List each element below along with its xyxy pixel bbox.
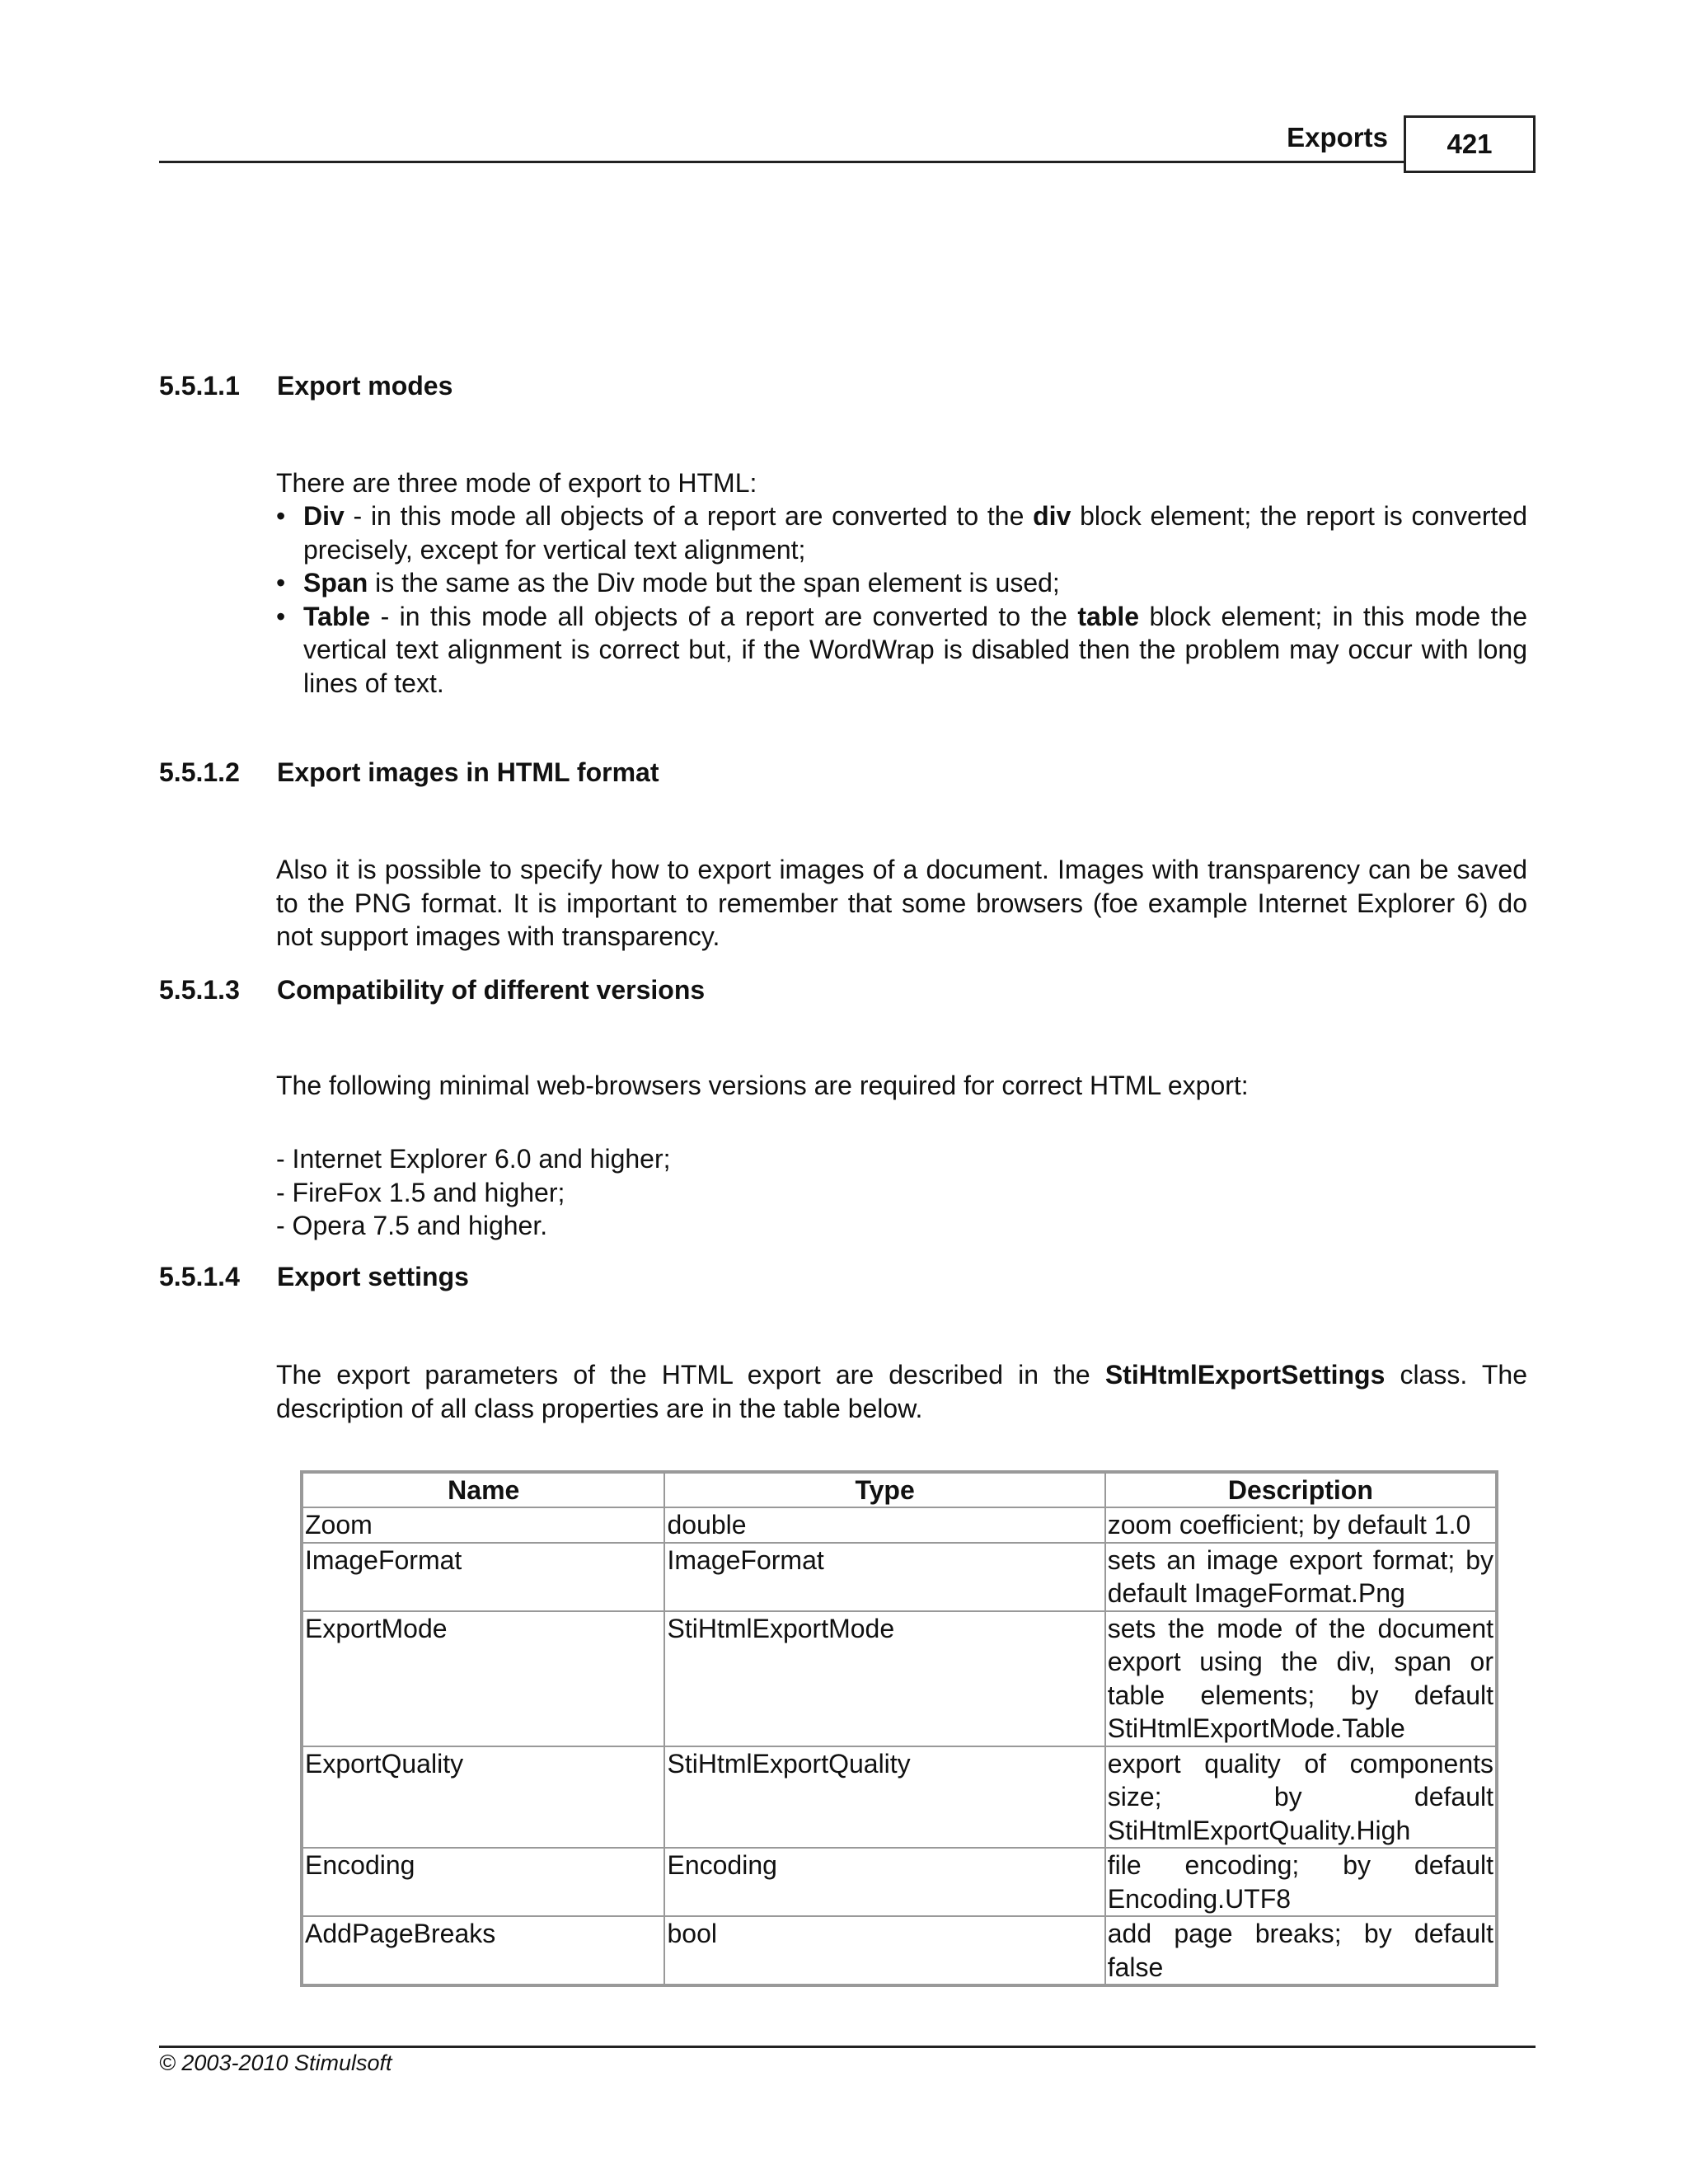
cell-description: sets an image export format; by default ImageFormat.Png xyxy=(1105,1543,1497,1611)
section-title: Export settings xyxy=(277,1262,469,1291)
cell-type: ImageFormat xyxy=(664,1543,1104,1611)
section-number: 5.5.1.1 xyxy=(159,371,240,401)
section-heading-export-settings xyxy=(159,1263,469,1290)
cell-type: double xyxy=(664,1507,1104,1543)
cell-name: Encoding xyxy=(302,1848,664,1916)
section-number: 5.5.1.4 xyxy=(159,1262,240,1291)
cell-description: export quality of components size; by default StiHtmlExportQuality.High xyxy=(1105,1746,1497,1849)
list-item: - Opera 7.5 and higher. xyxy=(276,1211,548,1240)
bullet-term: Span xyxy=(303,568,368,598)
cell-name: AddPageBreaks xyxy=(302,1916,664,1985)
cell-type: StiHtmlExportQuality xyxy=(664,1746,1104,1849)
compatibility-paragraph: The following minimal web-browsers versions are required for correct HTML export: xyxy=(276,1071,1249,1100)
export-modes-intro: There are three mode of export to HTML: xyxy=(276,468,757,498)
column-header-description: Description xyxy=(1105,1472,1497,1507)
section-title: Export images in HTML format xyxy=(277,757,659,787)
export-settings-table xyxy=(300,1470,1498,1987)
list-item-span-mode: • Span is the same as the Div mode but the span element is used; xyxy=(276,566,1527,600)
table-row xyxy=(302,1746,1497,1849)
section-number: 5.5.1.2 xyxy=(159,757,240,787)
export-images-paragraph: Also it is possible to specify how to export images of a document. Images with transparency can be saved to the PNG format. It is important to remember that some browsers (foe example Internet Explorer 6) do not support images with transparency. xyxy=(276,855,1527,951)
section-title: Compatibility of different versions xyxy=(277,975,706,1005)
export-settings-paragraph: The export parameters of the HTML export are described in the StiHtmlExportSettings class. The description of all class properties are in the table below. xyxy=(276,1360,1528,1423)
cell-type: Encoding xyxy=(664,1848,1104,1916)
cell-name: ImageFormat xyxy=(302,1543,664,1611)
cell-type: StiHtmlExportMode xyxy=(664,1611,1104,1746)
footer-rule xyxy=(159,2046,1536,2048)
column-header-name: Name xyxy=(302,1472,664,1507)
cell-description: add page breaks; by default false xyxy=(1105,1916,1497,1985)
bullet-term: Div xyxy=(303,501,345,531)
section-heading-compatibility xyxy=(159,977,705,1003)
cell-type: bool xyxy=(664,1916,1104,1985)
table-row xyxy=(302,1916,1497,1985)
section-title: Export modes xyxy=(277,371,453,401)
table-header-row xyxy=(302,1472,1497,1507)
export-modes-list xyxy=(276,499,1527,700)
list-item: - Internet Explorer 6.0 and higher; xyxy=(276,1144,671,1174)
copyright-footer: © 2003-2010 Stimulsoft xyxy=(159,2050,392,2075)
section-number: 5.5.1.3 xyxy=(159,975,240,1005)
column-header-type: Type xyxy=(664,1472,1104,1507)
header-rule xyxy=(159,161,1404,163)
bullet-keyword: table xyxy=(1077,601,1140,631)
bullet-keyword: div xyxy=(1033,501,1071,531)
cell-name: ExportQuality xyxy=(302,1746,664,1849)
section-heading-export-modes xyxy=(159,373,452,399)
browser-requirements-list xyxy=(276,1142,671,1243)
table-row xyxy=(302,1507,1497,1543)
class-name: StiHtmlExportSettings xyxy=(1104,1360,1386,1390)
table-row xyxy=(302,1848,1497,1916)
cell-description: zoom coefficient; by default 1.0 xyxy=(1105,1507,1497,1543)
bullet-term: Table xyxy=(303,601,371,631)
cell-name: ExportMode xyxy=(302,1611,664,1746)
section-heading-export-images xyxy=(159,759,659,785)
cell-description: sets the mode of the document export using the div, span or table elements; by default StiHtmlExportMode.Table xyxy=(1105,1611,1497,1746)
table-row xyxy=(302,1611,1497,1746)
list-item: - FireFox 1.5 and higher; xyxy=(276,1177,565,1207)
cell-name: Zoom xyxy=(302,1507,664,1543)
running-header-title: Exports xyxy=(1287,122,1388,152)
table-row xyxy=(302,1543,1497,1611)
page-number: 421 xyxy=(1404,115,1536,173)
list-item-table-mode: • Table - in this mode all objects of a report are converted to the table block element; in this mode the vertical text alignment is correct but, if the WordWrap is disabled then the problem may occur with long lines of text. xyxy=(276,600,1527,701)
cell-description: file encoding; by default Encoding.UTF8 xyxy=(1105,1848,1497,1916)
list-item-div-mode: • Div - in this mode all objects of a report are converted to the div block element; the report is converted precisely, except for vertical text alignment; xyxy=(276,499,1527,566)
